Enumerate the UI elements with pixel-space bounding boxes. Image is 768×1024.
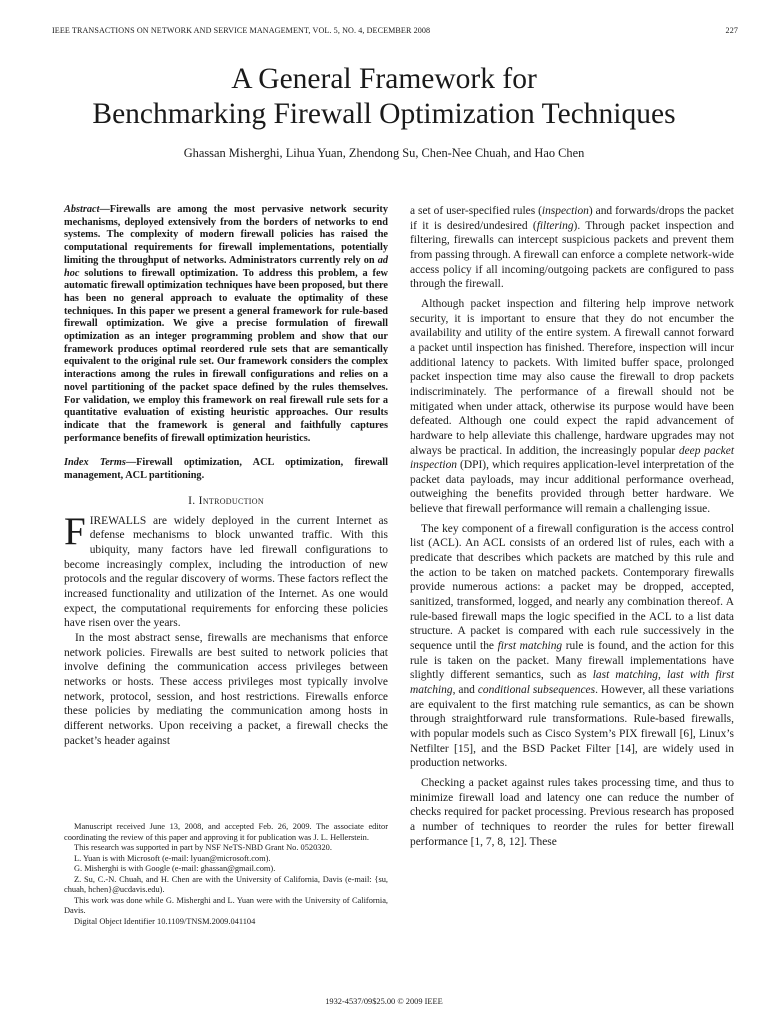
left-column: [64, 204, 388, 748]
title-line-2: Benchmarking Firewall Optimization Techniques: [92, 98, 676, 130]
right-paragraph-4: Checking a packet against rules takes processing time, and thus to minimize firewall load and latency one can reduce the number of checks required for packet processing. Previous research has proposed a number of techniques to reorder the rules for better firewall performance [1, 7, 8, 12]. These: [410, 776, 734, 848]
paper-title: [0, 62, 768, 132]
intro-paragraph-1: [64, 509, 388, 631]
emphasis: filtering: [536, 219, 574, 232]
text-run: a set of user-specified rules (: [410, 205, 542, 217]
footnote-item: This work was done while G. Misherghi and L. Yuan were with the University of California, Davis.: [64, 895, 388, 915]
copyright-footer: 1932-4537/09$25.00 © 2009 IEEE: [325, 997, 443, 1006]
emphasis: inspection: [541, 205, 589, 217]
intro-lead-word: IREWALLS: [89, 514, 147, 527]
text-run: ) and forwards/drops the packet if it is desired/undesired (: [410, 205, 734, 232]
section-number: I.: [188, 493, 196, 507]
footnote-item: L. Yuan is with Microsoft (e-mail: lyuan@microsoft.com).: [74, 853, 271, 863]
footnote-item: Manuscript received June 13, 2008, and accepted Feb. 26, 2009. The associate editor coordinating the review of this paper and approving it for publication was J. L. Hellerstein.: [64, 822, 388, 842]
footnote-item: This research was supported in part by NSF NeTS-NBD Grant No. 0520320.: [74, 843, 332, 852]
abstract-emphasis: ad hoc: [64, 254, 388, 279]
emphasis: last with first matching: [410, 669, 734, 696]
abstract: [64, 204, 388, 445]
text-run: , and: [452, 684, 478, 696]
page-number: 227: [725, 26, 738, 35]
right-paragraph-3: [410, 522, 734, 771]
right-column: [410, 204, 734, 854]
right-paragraph-2: [410, 297, 734, 517]
abstract-text-1: —Firewalls are among the most pervasive network security mechanisms, deployed extensively from the borders of networks to end systems. The complexity of modern firewall policies has raised the computational requirements for firewall implementations, potentially limiting the throughput of networks. Administrators currently rely on: [64, 204, 388, 266]
section-heading: [64, 494, 388, 507]
abstract-text-2: solutions to firewall optimization. To address this problem, a few automatic firewall optimization techniques have been proposed, but there has been no general approach to evaluate the optimality of these techniques. In this paper we present a general framework for rule-based firewall optimization. We give a precise formulation of firewall optimization as an integer programming problem and show that our framework produces optimal reordered rule sets that are semantically equivalent to the original rule set. Our framework considers the complex interactions among the rules in firewall configurations and relies on a novel partitioning of the packet space defined by the rules themselves. For validation, we employ this framework on real firewall rule sets for a quantitative evaluation of existing heuristic approaches. Our results indicate that the framework is general and faithfully captures performance benefits of firewall optimization heuristics.: [64, 267, 388, 444]
intro-text-1: are widely deployed in the current Internet as defense mechanisms to block unwanted traffic. With this ubiquity, many factors have led firewall configurations to become increasingly complex, including the introduction of new protocols and the regular discovery of worms. These factors reflect the increased functionality and utilization of the Internet. As one would expect, the computational requirements for enforcing these policies have risen over the years.: [64, 514, 388, 630]
title-line-1: A General Framework for: [231, 63, 537, 95]
running-head: [52, 26, 738, 35]
text-run: rule is found, and the action for this rule is taken on the packet. Many firewall implementations have slightly different semantics, such as: [410, 640, 734, 682]
emphasis: last matching: [592, 669, 658, 682]
emphasis: first matching: [497, 640, 563, 653]
text-run: ). Through packet inspection and filtering, firewalls can intercept suspicious packets and prevent them from passing through. A firewall can enforce a complete network-wide access policy if all incoming/outgoing packets are configured to pass through the firewall.: [410, 219, 734, 291]
text-run: The key component of a firewall configuration is the access control list (ACL). An ACL consists of an ordered list of rules, each with a predicate that describes which packets are matched by this rule and the action to be taken on matched packets. Contemporary firewalls provide numerous actions: a packet may be dropped, accepted, sanitized, transformed, logged, and nearly any combination thereof. A rule-based firewall maps the logic specified in the ACL to a list data structure. A packet is compared with each rule successively in the sequence until the: [410, 522, 734, 653]
intro-paragraph-2: In the most abstract sense, firewalls are mechanisms that enforce network policies. Firewalls are best suited to network policies that involve defining the communication access privileges between networks or hosts. These access privileges most typically involve network, protocol, session, and host restrictions. Firewalls enforce these policies by mediating the communication among hosts in different networks. Upon receiving a packet, a firewall checks the packet’s header against: [64, 632, 388, 747]
index-terms: [64, 457, 388, 482]
text-run: (DPI), which requires application-level interpretation of the packet data payloads, may incur additional performance overhead, outweighing the benefits provided through better hardware. We believe that firewall performance will remain a challenging issue.: [410, 459, 734, 516]
abstract-label: Abstract: [64, 204, 100, 215]
right-paragraph-1: [410, 204, 734, 292]
footnote-item: G. Misherghi is with Google (e-mail: ghassan@gmail.com).: [74, 864, 276, 873]
text-run: Although packet inspection and filtering help improve network security, it is important to ensure that they do not encumber the availability and utility of the entire system. A firewall cannot forward a packet until inspection has finished. Therefore, inspection will incur additional latency to packets. With limited buffer space, prolonged packet inspection time may also cause the firewall to drop packets indiscriminately. The performance of a firewall should not be mitigated when under attack, otherwise its purpose would have been defeated. Although one could expect the rapid advancement of hardware to help alleviate this challenge, hardware upgrades may not always be practical. In addition, the increasingly popular: [410, 297, 734, 457]
emphasis: deep packet inspection: [410, 444, 735, 472]
section-title: Introduction: [198, 493, 264, 507]
index-terms-text: —Firewall optimization, ACL optimization, firewall management, ACL partitioning.: [64, 457, 388, 482]
emphasis: conditional subsequences: [477, 684, 596, 696]
index-terms-label: Index Terms: [64, 457, 126, 469]
footnotes: [64, 822, 388, 927]
drop-cap: F: [64, 509, 86, 553]
journal-name: IEEE TRANSACTIONS ON NETWORK AND SERVICE MANAGEMENT, VOL. 5, NO. 4, DECEMBER 2008: [52, 26, 431, 35]
author-list: Ghassan Misherghi, Lihua Yuan, Zhendong Su, Chen-Nee Chuah, and Hao Chen: [183, 146, 585, 160]
text-run: . However, all these variations are equivalent to the first matching rule semantics, as can be shown through straightforward rule transformations. Rule-based firewalls, with popular models such as Cisco System’s PIX firewall [6], Linux’s Netfilter [15], and the BSD Packet Filter [14], are widely used in production networks.: [410, 684, 735, 770]
footnote-item: Z. Su, C.-N. Chuah, and H. Chen are with the University of California, Davis (e-mail: {su, chuah, hchen}@ucdavis.edu).: [64, 874, 388, 894]
text-run: ,: [657, 669, 668, 682]
footnote-item: Digital Object Identifier 10.1109/TNSM.2009.041104: [74, 916, 256, 926]
